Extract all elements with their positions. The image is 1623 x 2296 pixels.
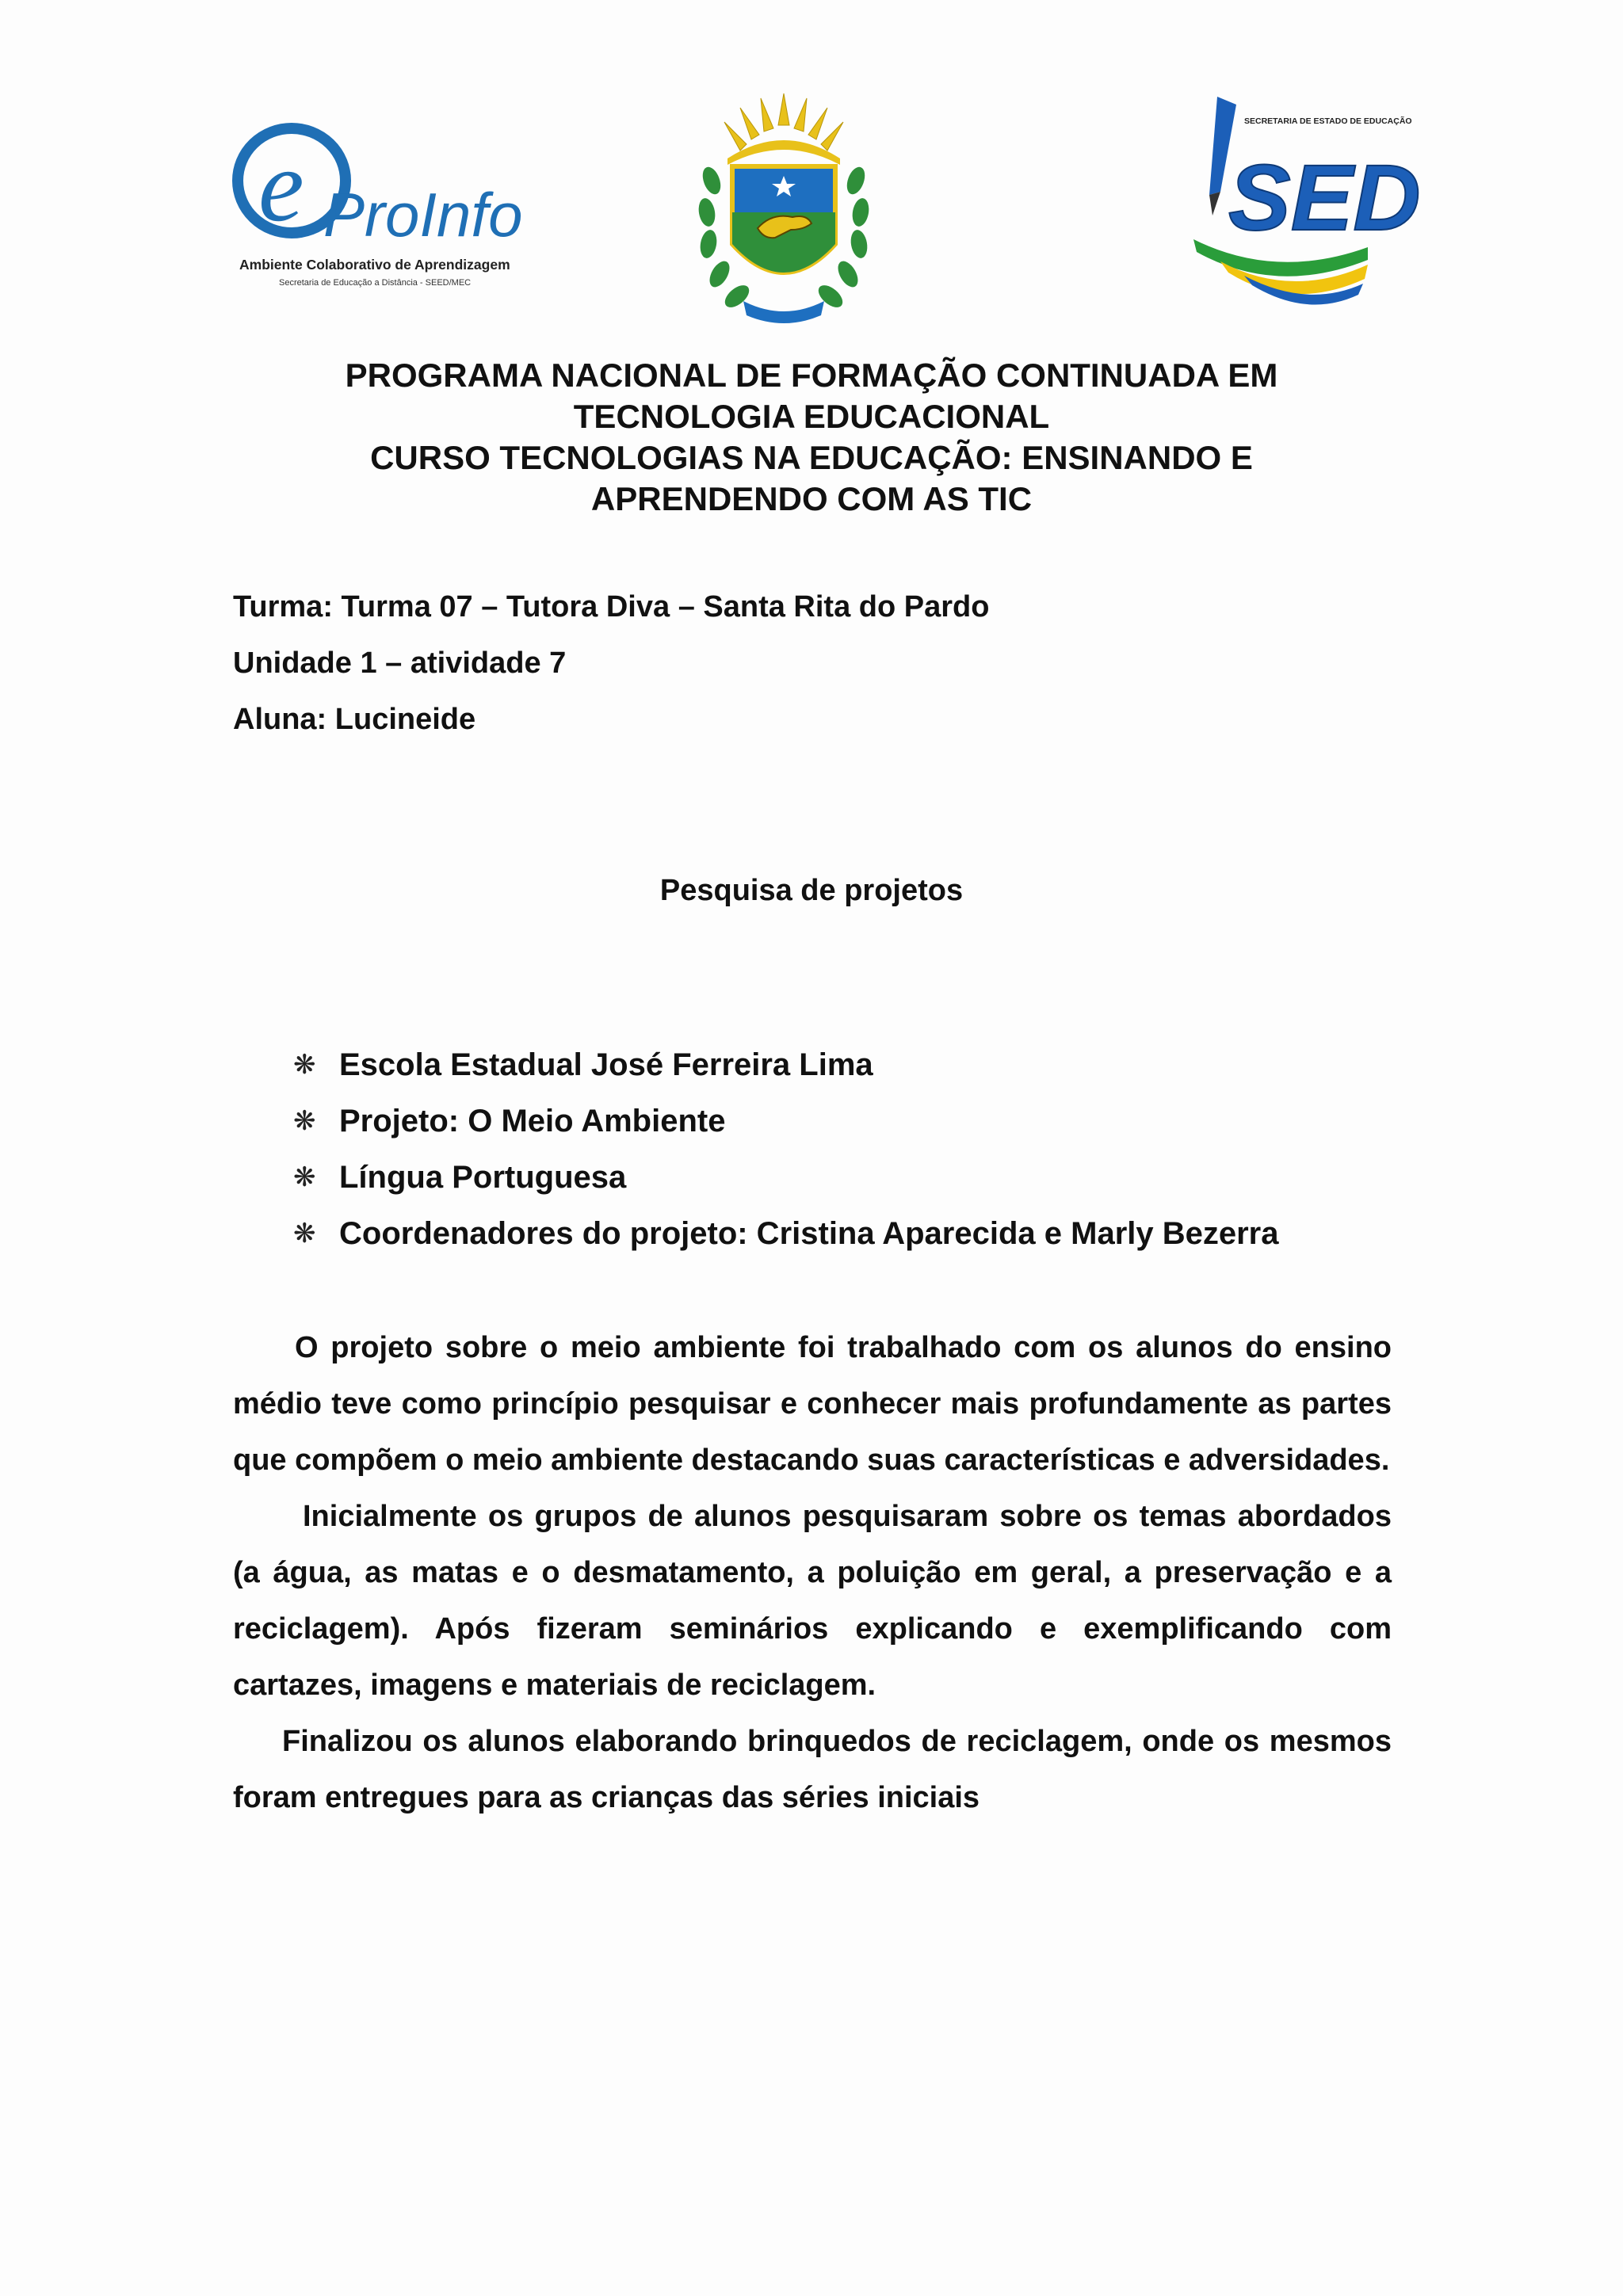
paragraph: Finalizou os alunos elaborando brinquedos de reciclagem, onde os mesmos foram entregues para as crianças das séries iniciais	[233, 1725, 1392, 1814]
document-title	[158, 355, 1465, 520]
eproinfo-logo-tagline: Ambiente Colaborativo de Aprendizagem	[239, 257, 510, 273]
bullet-icon: ❋	[293, 1161, 316, 1192]
list-item	[293, 1149, 1279, 1205]
body-text	[233, 1320, 1392, 1826]
eproinfo-logo-subline: Secretaria de Educação a Distância - SEED/MEC	[279, 278, 472, 288]
sed-logo-topline: SECRETARIA DE ESTADO DE EDUCAÇÃO	[1244, 116, 1412, 126]
title-line: TECNOLOGIA EDUCACIONAL	[573, 398, 1050, 435]
title-line: CURSO TECNOLOGIAS NA EDUCAÇÃO: ENSINANDO E	[370, 439, 1253, 476]
list-item-text: Língua Portuguesa	[339, 1159, 627, 1195]
crest-ribbon	[743, 301, 824, 323]
title-line: PROGRAMA NACIONAL DE FORMAÇÃO CONTINUADA EM	[345, 357, 1278, 394]
unit-line: Unidade 1 – atividade 7	[233, 646, 567, 680]
list-item	[293, 1205, 1279, 1261]
list-item	[293, 1093, 1279, 1149]
student-line: Aluna: Lucineide	[233, 703, 476, 736]
state-crest-emblem	[696, 93, 872, 328]
paragraph: Inicialmente os grupos de alunos pesquisaram sobre os temas abordados (a água, as matas e o desmatamento, a poluição em geral, a preservação e a reciclagem). Após fizeram seminários explicando e exemplificando com cartazes, imagens e materiais de reciclagem.	[233, 1500, 1392, 1702]
list-item-text: Escola Estadual José Ferreira Lima	[339, 1047, 873, 1082]
list-item	[293, 1036, 1279, 1093]
bullet-icon: ❋	[293, 1049, 316, 1080]
bullet-icon: ❋	[293, 1105, 316, 1136]
class-line: Turma: Turma 07 – Tutora Diva – Santa Rita do Pardo	[233, 590, 990, 624]
section-title: Pesquisa de projetos	[659, 874, 964, 907]
sed-logo-name: SED	[1228, 146, 1421, 250]
student-info	[233, 586, 989, 755]
eproinfo-logo-letter: e	[258, 129, 304, 243]
eproinfo-logo-name: ProInfo	[323, 180, 523, 250]
project-details-list	[293, 1036, 1279, 1261]
title-line: APRENDENDO COM AS TIC	[590, 480, 1033, 517]
paragraph: O projeto sobre o meio ambiente foi trabalhado com os alunos do ensino médio teve como princípio pesquisar e conhecer mais profundamente as partes que compõem o meio ambiente destacando suas características e adversidades.	[233, 1331, 1392, 1477]
list-item-text: Projeto: O Meio Ambiente	[339, 1103, 726, 1138]
list-item-text: Coordenadores do projeto: Cristina Aparecida e Marly Bezerra	[339, 1215, 1279, 1251]
eproinfo-logo	[235, 119, 528, 293]
sed-logo	[1189, 97, 1421, 312]
bullet-icon: ❋	[293, 1218, 316, 1249]
